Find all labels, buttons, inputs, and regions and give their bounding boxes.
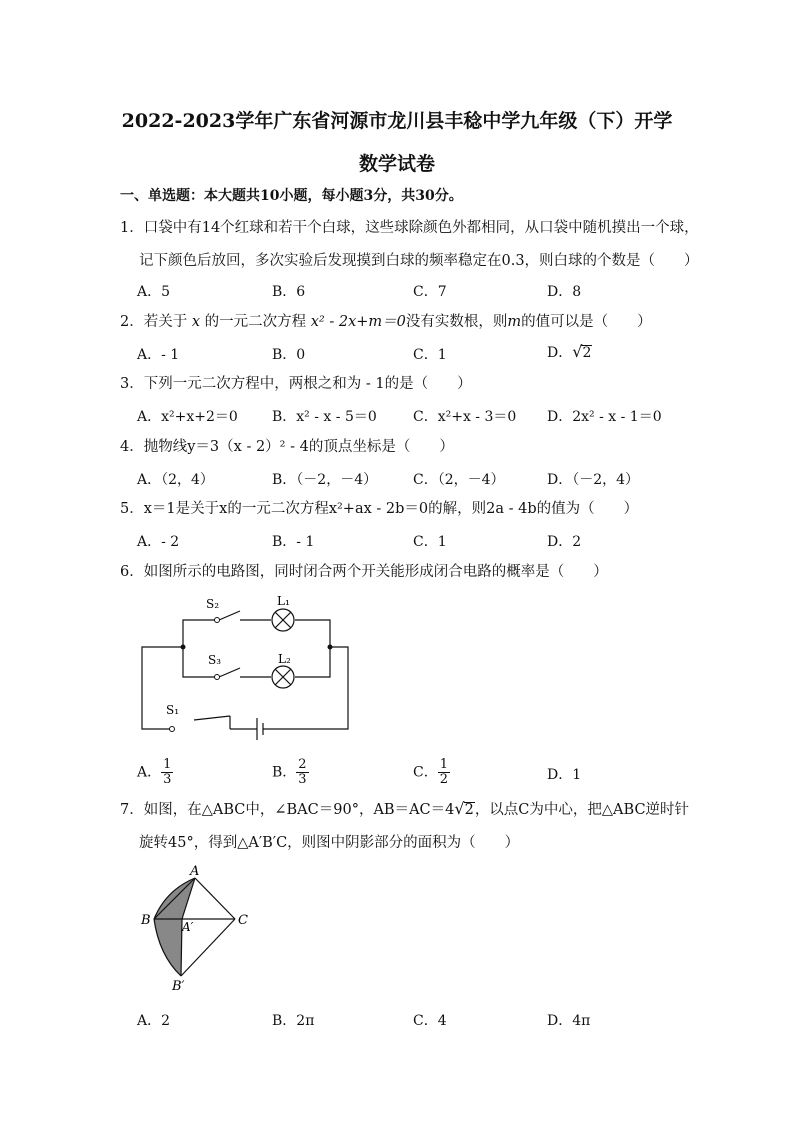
q3-option-c: C．x²+x - 3＝0 xyxy=(413,409,517,425)
q7-option-b: B．2π xyxy=(272,1013,315,1029)
question-5: 5．x＝1是关于x的一元二次方程x²+ax - 2b＝0的解，则2a - 4b的值为（ ） xyxy=(120,501,639,517)
question-7-line1: 7．如图，在△ABC中，∠BAC＝90°，AB＝AC＝4√2，以点C为中心，把△ABC逆时针 xyxy=(120,799,690,818)
question-7-line2: 旋转45°，得到△A′B′C，则图中阴影部分的面积为（ ） xyxy=(139,835,520,851)
q4-option-c: C．（2，－4） xyxy=(413,472,505,488)
q4-option-a: A．（2，4） xyxy=(137,472,214,488)
q7-option-d: D．4π xyxy=(547,1013,591,1029)
q2-option-a: A．- 1 xyxy=(137,347,180,363)
q7-option-c: C．4 xyxy=(413,1013,447,1029)
q6-option-c: C． $\frac{1}{2}$ xyxy=(413,757,448,787)
q1-option-b: B．6 xyxy=(272,284,306,300)
question-1-line1: 1．口袋中有14个红球和若干个白球，这些球除颜色外都相同，从口袋中随机摸出一个球， xyxy=(120,220,699,236)
q6-option-b: B． $\frac{2}{3}$ xyxy=(272,757,307,787)
q5-option-a: A．- 2 xyxy=(137,534,180,550)
section-heading: 一、单选题：本大题共10小题，每小题3分，共30分。 xyxy=(120,188,463,204)
question-6: 6．如图所示的电路图，同时闭合两个开关能形成闭合电路的概率是（ ） xyxy=(120,564,608,580)
q5-option-b: B．- 1 xyxy=(272,534,315,550)
q7-option-a: A．2 xyxy=(137,1013,171,1029)
label-b: B xyxy=(141,913,151,928)
page-title-line1: 2022-2023学年广东省河源市龙川县丰稔中学九年级（下）开学 xyxy=(121,110,673,132)
page-title-line2: 数学试卷 xyxy=(358,153,435,175)
circuit-diagram xyxy=(130,590,360,740)
label-s3: S₃ xyxy=(208,653,222,667)
q1-option-a: A．5 xyxy=(137,284,171,300)
label-c: C xyxy=(238,913,248,928)
q4-option-b: B．（－2，－4） xyxy=(272,472,378,488)
q2-option-c: C．1 xyxy=(413,347,447,363)
q6-option-a: A． $\frac{1}{3}$ xyxy=(137,757,172,787)
q3-option-a: A．x²+x+2＝0 xyxy=(137,409,238,425)
label-s1: S₁ xyxy=(166,703,180,717)
q2-option-b: B．0 xyxy=(272,347,306,363)
question-1-line2: 记下颜色后放回，多次实验后发现摸到白球的频率稳定在0.3，则白球的个数是（ ） xyxy=(139,253,699,269)
label-l2: L₂ xyxy=(278,652,291,666)
q2-option-d: D．√2 xyxy=(547,342,592,361)
rotation-figure xyxy=(135,860,255,995)
label-b-prime: B′ xyxy=(172,979,185,994)
question-4: 4．抛物线y＝3（x - 2）² - 4的顶点坐标是（ ） xyxy=(120,439,454,455)
label-a: A xyxy=(190,864,200,879)
q1-option-c: C．7 xyxy=(413,284,447,300)
label-l1: L₁ xyxy=(277,594,290,608)
label-s2: S₂ xyxy=(206,597,220,611)
q1-option-d: D．8 xyxy=(547,284,582,300)
q5-option-d: D．2 xyxy=(547,534,582,550)
q4-option-d: D．（－2，4） xyxy=(547,472,640,488)
q3-option-b: B．x² - x - 5＝0 xyxy=(272,409,377,425)
q6-option-d: D．1 xyxy=(547,767,582,783)
label-a-prime: A′ xyxy=(182,920,194,934)
question-2: 2．若关于 x 的一元二次方程 x² - 2x+m＝0没有实数根，则m的值可以是（ ） xyxy=(120,314,652,330)
q3-option-d: D．2x² - x - 1＝0 xyxy=(547,409,662,425)
q5-option-c: C．1 xyxy=(413,534,447,550)
question-3: 3．下列一元二次方程中，两根之和为 - 1的是（ ） xyxy=(120,376,472,392)
